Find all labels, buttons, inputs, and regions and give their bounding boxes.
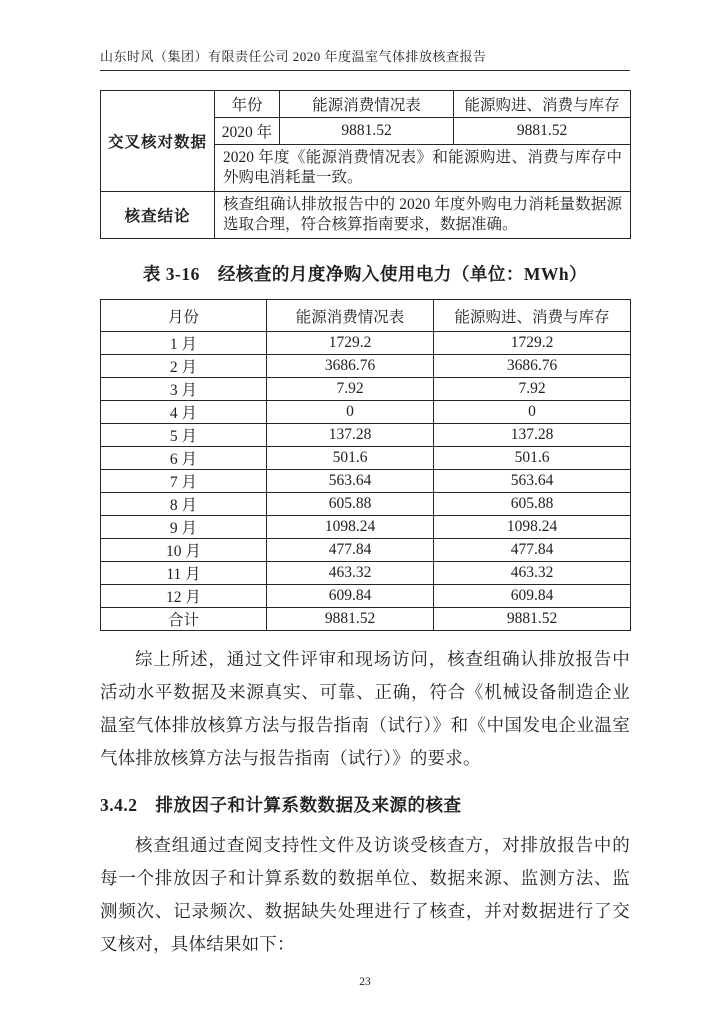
monthly-electricity-table <box>100 299 631 631</box>
table-row <box>101 378 631 401</box>
table-row <box>101 447 631 470</box>
value-cell: 1729.2 <box>267 332 434 355</box>
table-row <box>101 585 631 608</box>
value-cell: 463.32 <box>434 562 631 585</box>
value-cell: 501.6 <box>434 447 631 470</box>
value-cell: 7.92 <box>434 378 631 401</box>
factor-check-paragraph: 核查组通过查阅支持性文件及访谈受核查方，对排放报告中的每一个排放因子和计算系数的数据单位、数据来源、监测方法、监测频次、记录频次、数据缺失处理进行了核查，并对数据进行了交叉核对，具体结果如下： <box>100 835 630 954</box>
section-heading-3-4-2: 3.4.2 排放因子和计算系数数据及来源的核查 <box>100 795 462 815</box>
table-row <box>101 332 631 355</box>
value-cell: 477.84 <box>434 539 631 562</box>
total-value-cell: 9881.52 <box>434 608 631 631</box>
year-value-cell: 2020 年 <box>215 118 280 145</box>
value-cell: 463.32 <box>267 562 434 585</box>
total-label-cell: 合计 <box>101 608 267 631</box>
cross-check-table <box>100 90 631 239</box>
page-content <box>100 0 630 988</box>
month-cell: 2 月 <box>101 355 267 378</box>
consumption-value-cell: 9881.52 <box>280 118 454 145</box>
column-header-consumption: 能源消费情况表 <box>280 91 454 118</box>
month-cell: 9 月 <box>101 516 267 539</box>
value-cell: 605.88 <box>267 493 434 516</box>
purchase-value-cell: 9881.52 <box>454 118 631 145</box>
value-cell: 3686.76 <box>267 355 434 378</box>
value-cell: 1098.24 <box>267 516 434 539</box>
table-row <box>101 608 631 631</box>
column-header-year: 年份 <box>215 91 280 118</box>
month-cell: 4 月 <box>101 401 267 424</box>
value-cell: 1729.2 <box>434 332 631 355</box>
month-cell: 10 月 <box>101 539 267 562</box>
column-header-month: 月份 <box>101 300 267 332</box>
cross-check-note-cell: 2020 年度《能源消费情况表》和能源购进、消费与库存中外购电消耗量一致。 <box>215 145 631 192</box>
conclusion-text-cell: 核查组确认排放报告中的 2020 年度外购电力消耗量数据源选取合理，符合核算指南要求，数据准确。 <box>215 192 631 239</box>
value-cell: 605.88 <box>434 493 631 516</box>
table-row <box>101 539 631 562</box>
summary-paragraph: 综上所述，通过文件评审和现场访问，核查组确认排放报告中活动水平数据及来源真实、可靠、正确，符合《机械设备制造企业温室气体排放核算方法与报告指南（试行）》和《中国发电企业温室气体排放核算方法与报告指南（试行）》的要求。 <box>100 649 630 768</box>
value-cell: 563.64 <box>434 470 631 493</box>
table-row <box>101 562 631 585</box>
table-header-row <box>101 300 631 332</box>
month-cell: 12 月 <box>101 585 267 608</box>
value-cell: 609.84 <box>267 585 434 608</box>
month-cell: 7 月 <box>101 470 267 493</box>
report-title-header: 山东时风（集团）有限责任公司 2020 年度温室气体排放核查报告 <box>100 46 630 71</box>
month-cell: 1 月 <box>101 332 267 355</box>
month-cell: 6 月 <box>101 447 267 470</box>
table-row <box>101 91 631 118</box>
value-cell: 0 <box>267 401 434 424</box>
table-row <box>101 516 631 539</box>
value-cell: 563.64 <box>267 470 434 493</box>
total-value-cell: 9881.52 <box>267 608 434 631</box>
value-cell: 3686.76 <box>434 355 631 378</box>
column-header-consumption: 能源消费情况表 <box>267 300 434 332</box>
column-header-purchase: 能源购进、消费与库存 <box>454 91 631 118</box>
value-cell: 7.92 <box>267 378 434 401</box>
table-row <box>101 424 631 447</box>
value-cell: 137.28 <box>434 424 631 447</box>
value-cell: 0 <box>434 401 631 424</box>
month-cell: 5 月 <box>101 424 267 447</box>
cross-check-label: 交叉核对数据 <box>101 91 215 192</box>
value-cell: 501.6 <box>267 447 434 470</box>
month-cell: 11 月 <box>101 562 267 585</box>
month-cell: 8 月 <box>101 493 267 516</box>
value-cell: 609.84 <box>434 585 631 608</box>
value-cell: 137.28 <box>267 424 434 447</box>
table-row <box>101 493 631 516</box>
value-cell: 1098.24 <box>434 516 631 539</box>
table-row <box>101 355 631 378</box>
table-row <box>101 192 631 239</box>
running-header <box>100 0 630 71</box>
value-cell: 477.84 <box>267 539 434 562</box>
table-row <box>101 401 631 424</box>
table-row <box>101 470 631 493</box>
conclusion-label: 核查结论 <box>101 192 215 239</box>
column-header-purchase: 能源购进、消费与库存 <box>434 300 631 332</box>
table-3-16-caption: 表 3-16 经核查的月度净购入使用电力（单位：MWh） <box>142 264 588 284</box>
page-number: 23 <box>359 976 371 988</box>
month-cell: 3 月 <box>101 378 267 401</box>
